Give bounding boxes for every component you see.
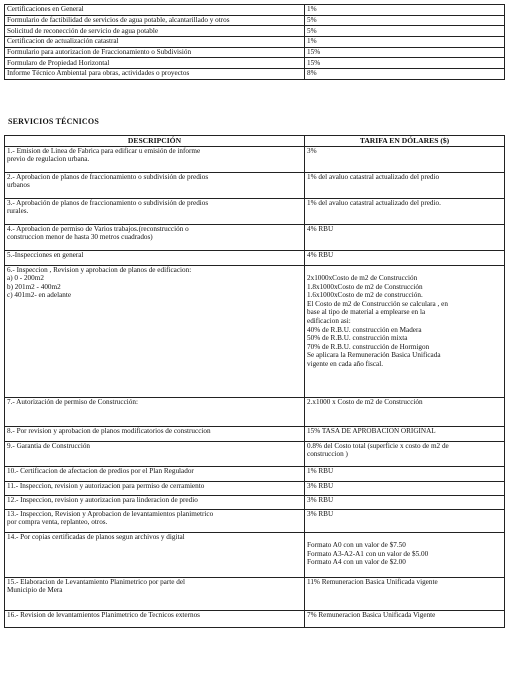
tariff-header: TARIFA EN DÓLARES ($) xyxy=(305,136,505,147)
service-description xyxy=(5,577,305,610)
tariff-line: 1.6x1000xCosto de m2 de construcción. xyxy=(307,291,423,300)
service-row xyxy=(5,577,505,610)
description-line: 1.- Emision de Linea de Fabrica para edificar u emisión de informe xyxy=(7,146,201,155)
fee-row xyxy=(5,69,505,80)
fee-row xyxy=(5,26,505,37)
service-tariff xyxy=(305,224,505,250)
fee-item: Solicitud de reconección de servicio de agua potable xyxy=(5,26,305,37)
service-description xyxy=(5,532,305,577)
description-line: 16.- Revision de levantamientos Planimetrico de Tecnicos externos xyxy=(7,610,200,619)
service-description xyxy=(5,495,305,509)
tariff-line: 70% de R.B.U. construcción de Hormigon xyxy=(307,342,430,351)
service-description xyxy=(5,441,305,466)
fee-row xyxy=(5,37,505,48)
tariff-line xyxy=(307,266,502,275)
service-tariff xyxy=(305,495,505,509)
description-line: 5.-Inspecciones en general xyxy=(7,250,84,259)
tariff-line: Formato A0 con un valor de $7.50 xyxy=(307,541,406,550)
tariff-line: base al tipo de material a emplearse en la xyxy=(307,308,426,317)
tariff-line: Formato A3-A2-A1 con un valor de $5.00 xyxy=(307,549,429,558)
service-description xyxy=(5,146,305,172)
tariff-line: Se aplicara la Remuneración Basica Unificada xyxy=(307,351,441,360)
fee-row xyxy=(5,47,505,58)
service-description xyxy=(5,250,305,265)
tariff-line: construccion ) xyxy=(307,450,348,459)
section-title: SERVICIOS TÉCNICOS xyxy=(8,117,99,126)
service-row xyxy=(5,426,505,441)
description-line: 14.- Por copias certificadas de planos segun archivos y digital xyxy=(7,532,185,541)
tariff-line: edificacion asi: xyxy=(307,317,351,326)
tariff-line: 50% de R.B.U. construcción mixta xyxy=(307,334,408,343)
description-line: construccion menor de hasta 30 metros cuadrados) xyxy=(7,233,153,242)
service-tariff xyxy=(305,441,505,466)
service-tariff xyxy=(305,481,505,495)
service-description xyxy=(5,224,305,250)
service-tariff xyxy=(305,532,505,577)
table-header-row xyxy=(5,136,505,147)
tariff-line: 15% TASA DE APROBACION ORIGINAL xyxy=(307,426,436,435)
service-description xyxy=(5,481,305,495)
service-tariff xyxy=(305,466,505,481)
fee-rate: 15% xyxy=(305,47,505,58)
fee-item: Certificaciones en General xyxy=(5,5,305,16)
service-description xyxy=(5,172,305,198)
description-line: 3.- Aprobación de planos de fraccionamiento o subdivisión de predios xyxy=(7,198,209,207)
description-line: 12.- Inspeccion, revision y autorizacion para linderacion de predio xyxy=(7,495,198,504)
service-tariff xyxy=(305,397,505,426)
service-row xyxy=(5,532,505,577)
description-line: Municipio de Mera xyxy=(7,586,63,595)
service-row xyxy=(5,466,505,481)
tariff-line: 4% RBU xyxy=(307,250,334,259)
description-line: por compra venta, replanteo, otros. xyxy=(7,518,108,527)
tariff-line: 7% Remuneracion Basica Unificada Vigente xyxy=(307,610,436,619)
service-description xyxy=(5,610,305,627)
fee-item: Informe Técnico Ambiental para obras, actividades o proyectos xyxy=(5,69,305,80)
tariff-line xyxy=(307,533,502,542)
fee-rate: 5% xyxy=(305,26,505,37)
tariff-line: 3% RBU xyxy=(307,509,334,518)
service-row xyxy=(5,495,505,509)
service-row xyxy=(5,441,505,466)
fees-table xyxy=(4,4,505,80)
description-line: b) 201m2 - 400m2 xyxy=(7,282,61,291)
description-line: rurales. xyxy=(7,207,29,216)
service-row xyxy=(5,250,505,265)
fee-rate: 8% xyxy=(305,69,505,80)
tariff-line: 2x1000xCosto de m2 de Construcción xyxy=(307,274,418,283)
service-tariff xyxy=(305,146,505,172)
tariff-line: 1% del avaluo catastral actualizado del predio. xyxy=(307,198,441,207)
description-header: DESCRIPCIÓN xyxy=(5,136,305,147)
tariff-line: Formato A4 con un valor de $2.00 xyxy=(307,558,406,567)
fee-rate: 1% xyxy=(305,37,505,48)
service-tariff xyxy=(305,172,505,198)
description-line: 10.- Certificacion de afectacion de predios por el Plan Regulador xyxy=(7,466,194,475)
tariff-line: 4% RBU xyxy=(307,224,334,233)
fee-item: Formulario para autorizacion de Fraccionamiento o Subdivisión xyxy=(5,47,305,58)
fee-item: Formularo de Propiedad Horizontal xyxy=(5,58,305,69)
service-row xyxy=(5,265,505,397)
tariff-line: 40% de R.B.U. construcción en Madera xyxy=(307,325,422,334)
fee-rate: 5% xyxy=(305,15,505,26)
service-description xyxy=(5,198,305,224)
tariff-line: El Costo de m2 de Construcción se calculara , en xyxy=(307,299,448,308)
technical-services-table xyxy=(4,135,505,628)
service-row xyxy=(5,224,505,250)
description-line: 8.- Por revision y aprobacion de planos modificatorios de construccion xyxy=(7,426,211,435)
service-row xyxy=(5,172,505,198)
service-tariff xyxy=(305,426,505,441)
description-line: 9.- Garantia de Construcción xyxy=(7,441,91,450)
service-tariff xyxy=(305,577,505,610)
tariff-line: 2.x1000 x Costo de m2 de Construcción xyxy=(307,397,423,406)
service-row xyxy=(5,397,505,426)
description-line: 6.- Inspeccion , Revision y aprobacion de planos de edificacion: xyxy=(7,265,192,274)
description-line: a) 0 - 200m2 xyxy=(7,274,44,283)
service-description xyxy=(5,509,305,532)
service-tariff xyxy=(305,509,505,532)
service-row xyxy=(5,198,505,224)
service-description xyxy=(5,397,305,426)
service-description xyxy=(5,426,305,441)
service-tariff xyxy=(305,198,505,224)
service-row xyxy=(5,481,505,495)
tariff-line: 1.8x1000xCosto de m2 de Construcción xyxy=(307,282,423,291)
description-line: 4.- Aprobacion de permiso de Varios trabajos.(reconstrucción o xyxy=(7,224,189,233)
service-tariff xyxy=(305,250,505,265)
fee-item: Formulario de factibilidad de servicios de agua potable, alcantarillado y otros xyxy=(5,15,305,26)
description-line: urbanos xyxy=(7,181,30,190)
service-tariff xyxy=(305,265,505,397)
fee-row xyxy=(5,58,505,69)
description-line: 13.- Inspeccion, Revision y Aprobacion de levantamientos planimetrico xyxy=(7,509,214,518)
tariff-line: 1% del avaluo catastral actualizado del predio xyxy=(307,172,440,181)
service-row xyxy=(5,509,505,532)
service-row xyxy=(5,146,505,172)
description-line: 2.- Aprobacion de planos de fraccionamiento o subdivisión de predios xyxy=(7,172,209,181)
description-line: 11.- Inspeccion, revision y autorizacion para permiso de cerramiento xyxy=(7,481,205,490)
fee-row xyxy=(5,5,505,16)
tariff-line: 11% Remuneracion Basica Unificada vigente xyxy=(307,577,438,586)
fee-rate: 1% xyxy=(305,5,505,16)
service-row xyxy=(5,610,505,627)
description-line: 7.- Autorización de permiso de Construcción: xyxy=(7,397,138,406)
service-tariff xyxy=(305,610,505,627)
service-description xyxy=(5,265,305,397)
tariff-line: 0.8% del Costo total (superficie x costo de m2 de xyxy=(307,441,449,450)
fee-rate: 15% xyxy=(305,58,505,69)
tariff-line: 3% RBU xyxy=(307,481,334,490)
tariff-line: vigente en cada año fiscal. xyxy=(307,360,384,369)
tariff-line: 3% RBU xyxy=(307,495,334,504)
tariff-line: 1% RBU xyxy=(307,466,334,475)
fee-row xyxy=(5,15,505,26)
description-line: c) 401m2- en adelante xyxy=(7,291,72,300)
fee-item: Certificacion de actualización catastral xyxy=(5,37,305,48)
service-description xyxy=(5,466,305,481)
description-line: 15.- Elaboracion de Levantamiento Planimetrico por parte del xyxy=(7,577,186,586)
description-line: previo de regulacion urbana. xyxy=(7,155,90,164)
tariff-line: 3% xyxy=(307,146,317,155)
